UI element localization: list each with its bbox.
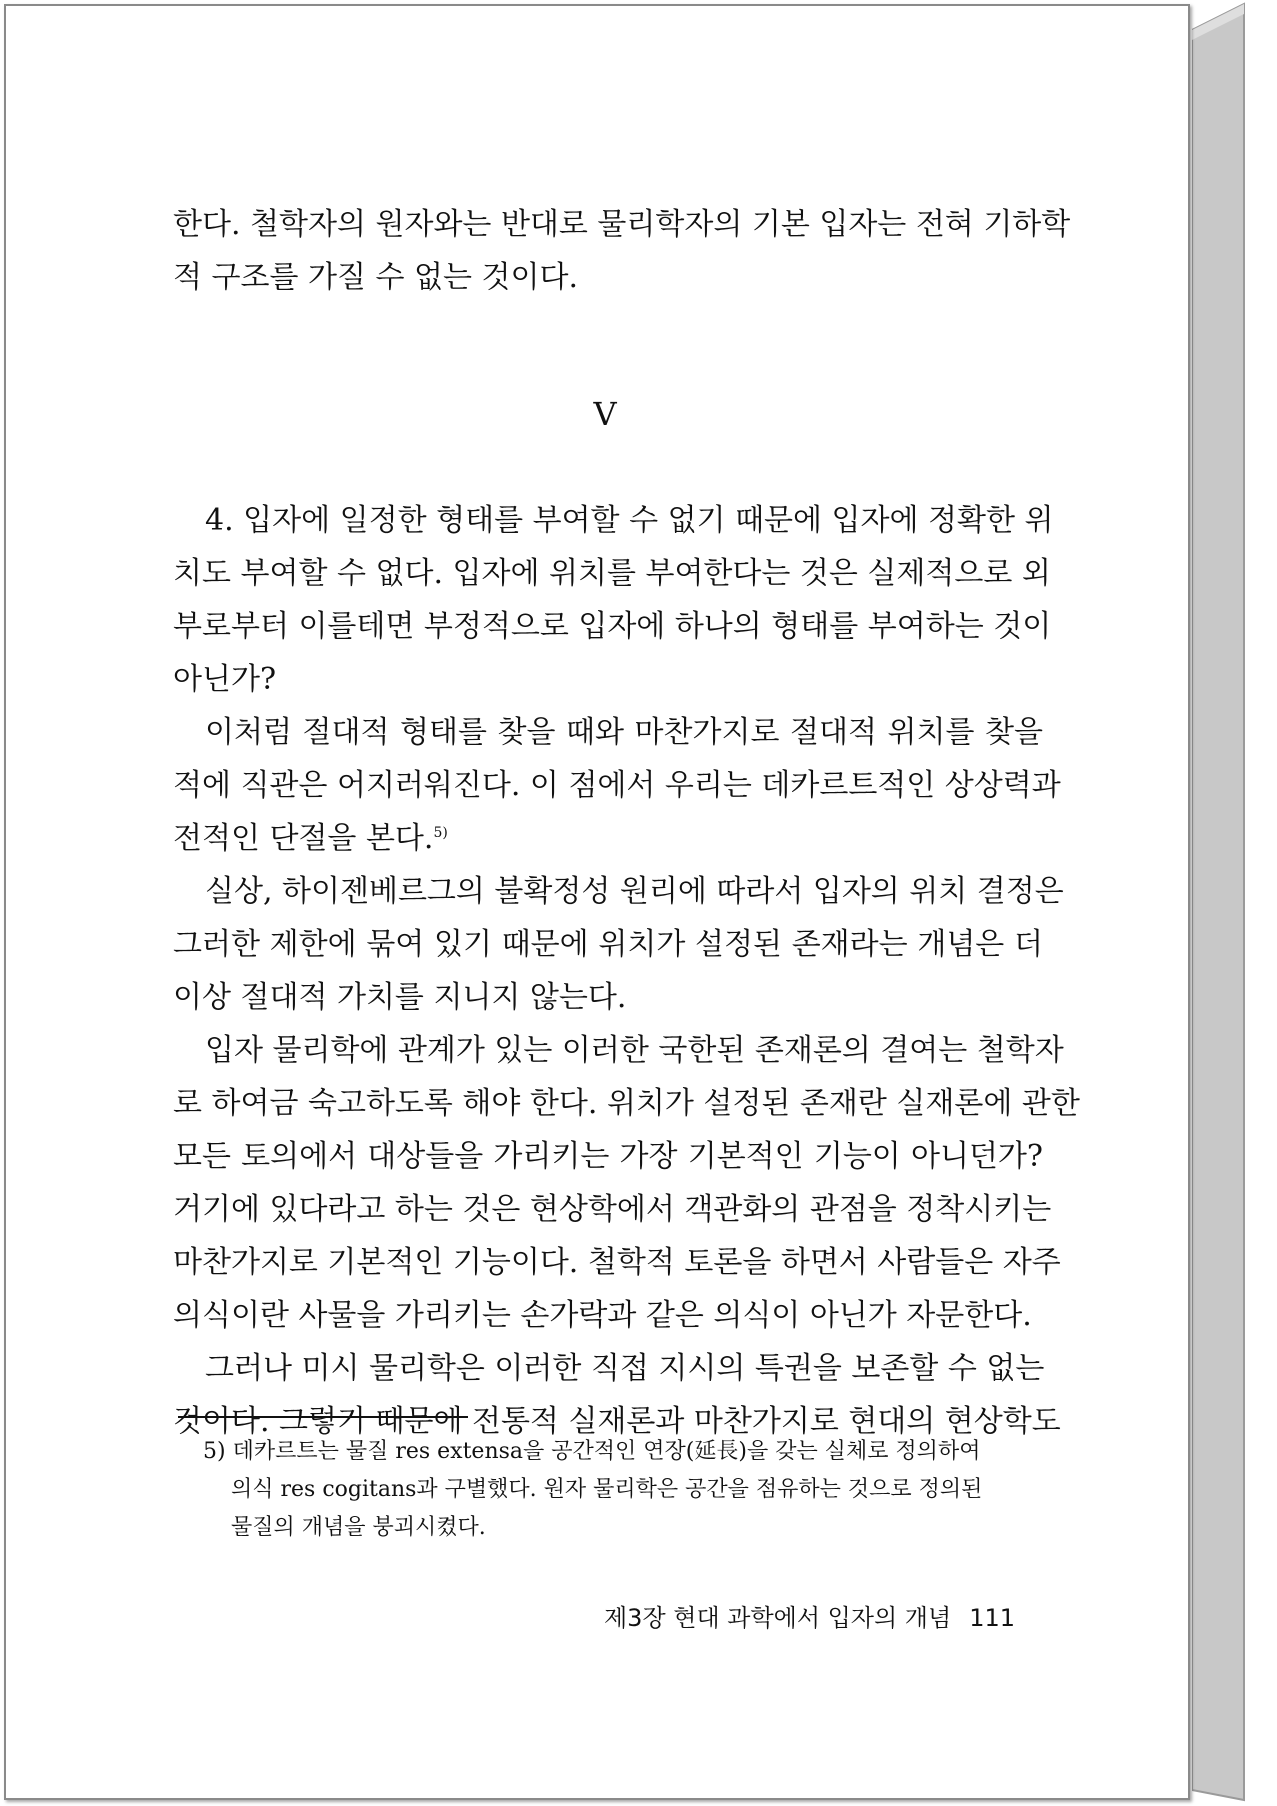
text-line: 부로부터 이를테면 부정적으로 입자에 하나의 형태를 부여하는 것이	[173, 609, 1052, 644]
text-line: 적 구조를 가질 수 없는 것이다.	[173, 260, 578, 295]
text-line: 것이다. 그렇기 때문에 전통적 실재론과 마찬가지로 현대의 현상학도	[173, 1404, 1061, 1439]
text-line: 이처럼 절대적 형태를 찾을 때와 마찬가지로 절대적 위치를 찾을	[205, 715, 1043, 750]
text-line: 이상 절대적 가치를 지니지 않는다.	[173, 980, 627, 1015]
footnote-line	[203, 1433, 1043, 1471]
footnote-line: 의식 res cogitans과 구별했다. 원자 물리학은 공간을 점유하는 것으로 정의된	[231, 1477, 983, 1502]
text-line: 그러한 제한에 묶여 있기 때문에 위치가 설정된 존재라는 개념은 더	[173, 927, 1043, 962]
text-line: 의식이란 사물을 가리키는 손가락과 같은 의식이 아닌가 자문한다.	[173, 1298, 1032, 1333]
footnote-text: 데카르트는 물질 res extensa을 공간적인 연장(延長)을 갖는 실체로 정의하여	[232, 1439, 981, 1464]
footnote-marker: 5)	[203, 1439, 226, 1464]
text-line: 4. 입자에 일정한 형태를 부여할 수 없기 때문에 입자에 정확한 위	[205, 503, 1054, 538]
text-line: 적에 직관은 어지러워진다. 이 점에서 우리는 데카르트적인 상상력과	[173, 768, 1061, 803]
book-thickness-edge	[1192, 0, 1277, 1806]
footnote	[203, 1433, 1043, 1547]
footnote-reference[interactable]: 5)	[433, 825, 448, 841]
text-line: 마찬가지로 기본적인 기능이다. 철학적 토론을 하면서 사람들은 자주	[173, 1245, 1061, 1280]
body-text	[173, 494, 1080, 1448]
top-paragraph	[173, 198, 1071, 304]
footnote-line: 물질의 개념을 붕괴시켰다.	[231, 1515, 486, 1540]
section-heading: V	[593, 395, 617, 433]
text-line: 로 하여금 숙고하도록 해야 한다. 위치가 설정된 존재란 실재론에 관한	[173, 1086, 1080, 1121]
text-line: 아닌가?	[173, 662, 277, 697]
text-line: 입자 물리학에 관계가 있는 이러한 국한된 존재론의 결여는 철학자	[205, 1033, 1064, 1068]
text-line: 실상, 하이젠베르그의 불확정성 원리에 따라서 입자의 위치 결정은	[205, 874, 1064, 909]
page-number: 111	[969, 1604, 1015, 1632]
text-line: 한다. 철학자의 원자와는 반대로 물리학자의 기본 입자는 전혀 기하학	[173, 207, 1071, 242]
text-span: 전적인 단절을 본다.	[173, 821, 434, 856]
running-footer	[580, 1598, 1015, 1633]
chapter-title: 제3장 현대 과학에서 입자의 개념	[604, 1604, 952, 1632]
text-line: 모든 토의에서 대상들을 가리키는 가장 기본적인 기능이 아니던가?	[173, 1139, 1043, 1174]
footnote-divider	[178, 1416, 468, 1418]
text-line: 치도 부여할 수 없다. 입자에 위치를 부여한다는 것은 실제적으로 외	[173, 556, 1051, 591]
text-line: 거기에 있다라고 하는 것은 현상학에서 객관화의 관점을 정착시키는	[173, 1192, 1052, 1227]
text-line-with-footnote-ref	[173, 812, 1043, 865]
text-line: 그러나 미시 물리학은 이러한 직접 지시의 특권을 보존할 수 없는	[205, 1351, 1045, 1386]
